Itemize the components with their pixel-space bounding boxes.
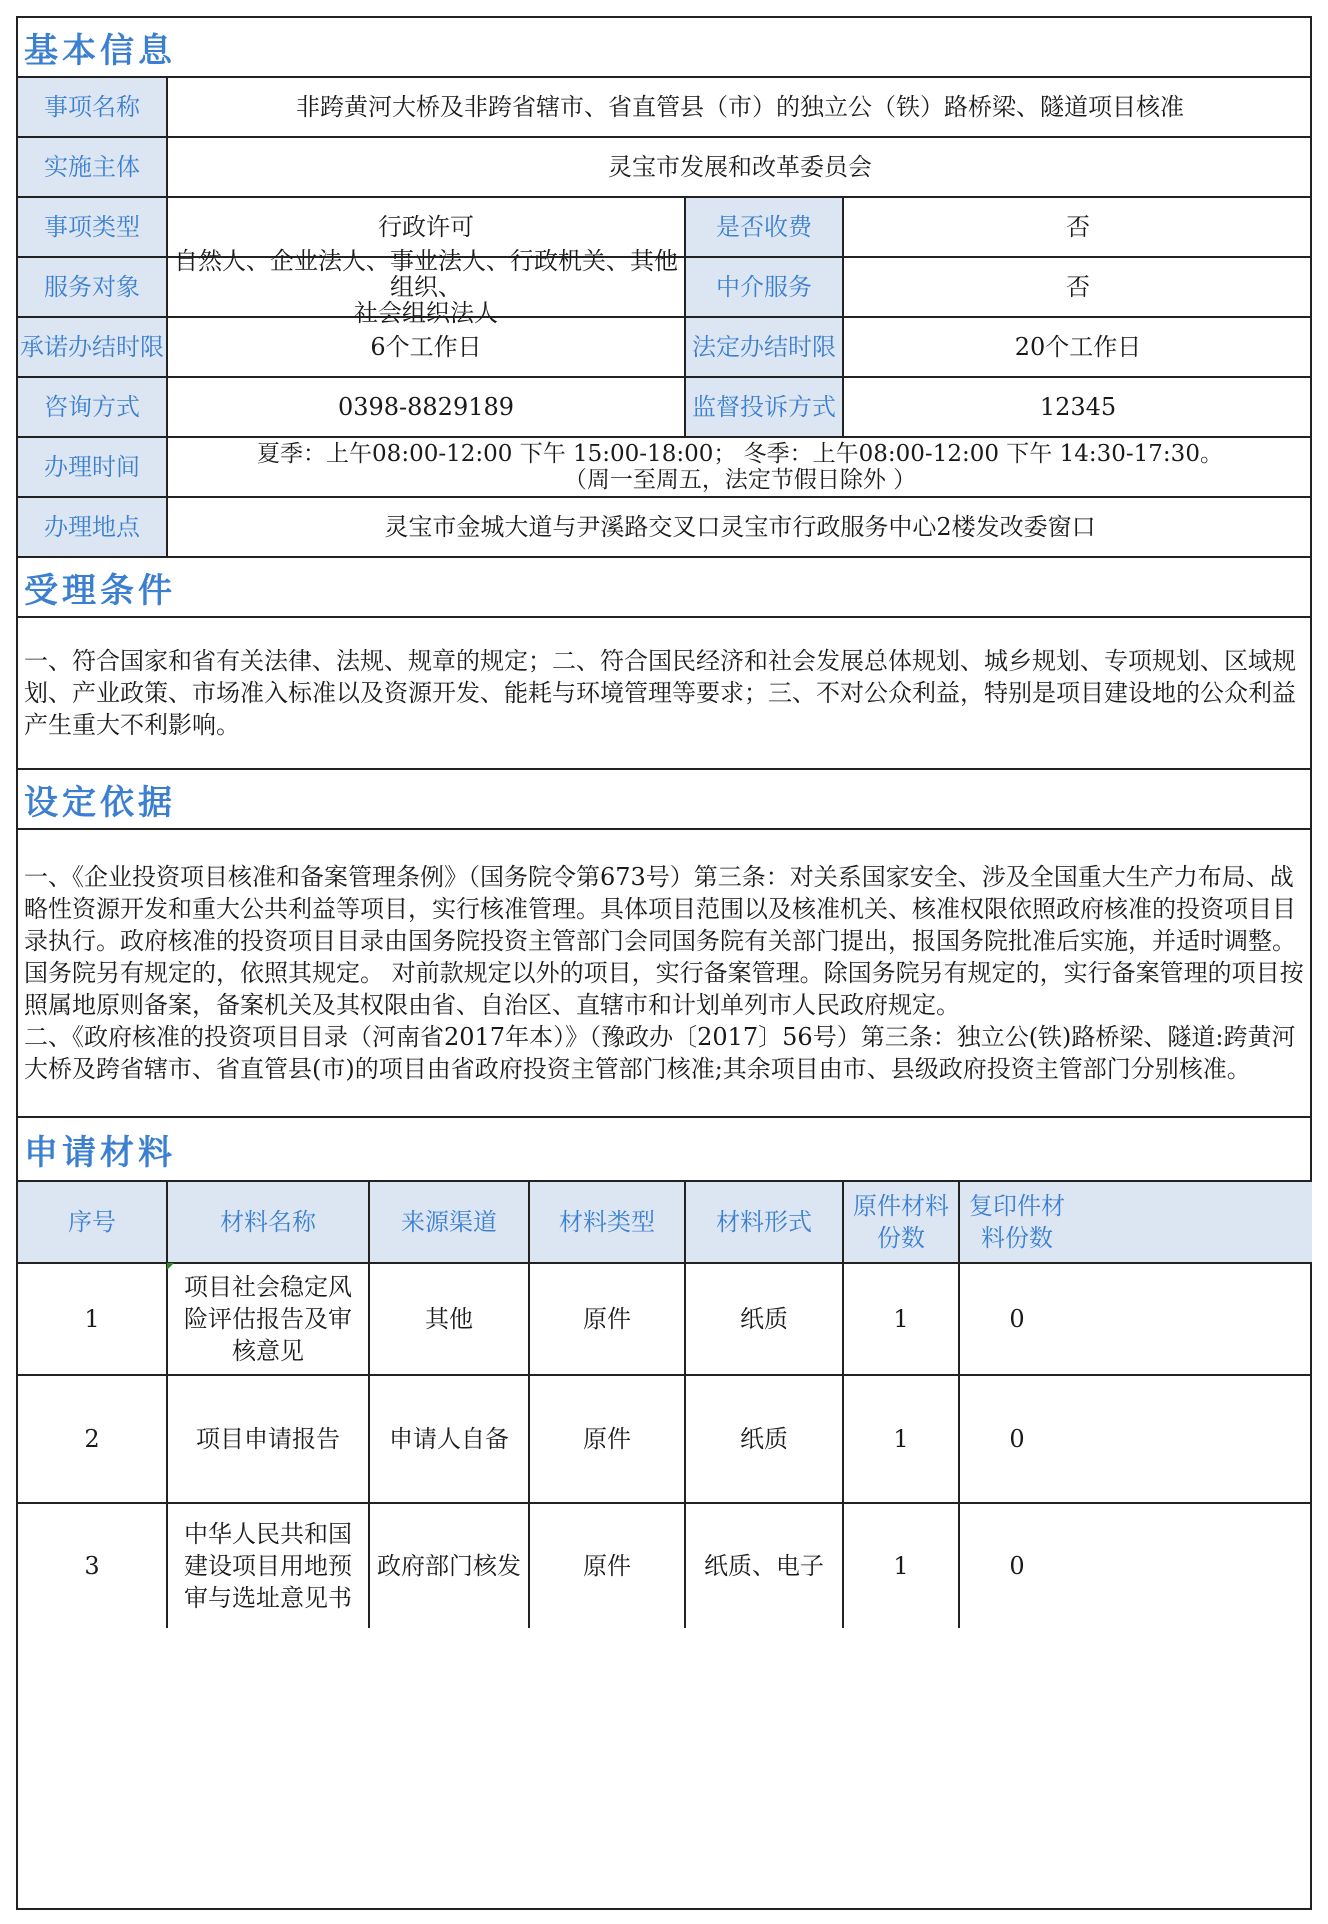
cell-form: 纸质、电子 bbox=[684, 1504, 842, 1628]
cell-name-text: 项目社会稳定风险评估报告及审核意见 bbox=[184, 1273, 352, 1365]
value-hours: 夏季：上午08:00-12:00 下午 15:00-18:00； 冬季：上午08:00-12:00 下午 14:30-17:30。 （周一至周五，法定节假日除外 ） bbox=[166, 438, 1312, 496]
cell-copy-count bbox=[958, 1504, 1312, 1628]
value-consult: 0398-8829189 bbox=[166, 378, 684, 436]
header-no: 序号 bbox=[18, 1182, 166, 1262]
cell-form: 纸质 bbox=[684, 1264, 842, 1374]
label-place: 办理地点 bbox=[18, 498, 166, 556]
cell-original-count: 1 bbox=[842, 1504, 958, 1628]
row-item-name bbox=[18, 78, 1310, 138]
label-item-name: 事项名称 bbox=[18, 78, 166, 136]
row-place bbox=[18, 498, 1310, 558]
header-form: 材料形式 bbox=[684, 1182, 842, 1262]
label-hours: 办理时间 bbox=[18, 438, 166, 496]
table-row bbox=[18, 1264, 1310, 1376]
label-target: 服务对象 bbox=[18, 258, 166, 316]
row-consult bbox=[18, 378, 1310, 438]
cell-form: 纸质 bbox=[684, 1376, 842, 1502]
cell-copy-count bbox=[958, 1376, 1312, 1502]
cell-copy-count-text: 0 bbox=[1009, 1305, 1025, 1333]
section-title-basic: 基本信息 bbox=[18, 18, 1310, 78]
header-original-count: 原件材料份数 bbox=[842, 1182, 958, 1262]
materials-header-row bbox=[18, 1182, 1310, 1264]
cell-source: 政府部门核发 bbox=[368, 1504, 528, 1628]
document-frame bbox=[16, 16, 1312, 1910]
cell-copy-count bbox=[958, 1264, 1312, 1374]
value-fee: 否 bbox=[842, 198, 1312, 256]
conditions-paragraph: 一、符合国家和省有关法律、法规、规章的规定；二、符合国民经济和社会发展总体规划、城乡规划、专项规划、区域规划、产业政策、市场准入标准以及资源开发、能耗与环境管理等要求；三、不对公众利益，特别是项目建设地的公众利益产生重大不利影响。 bbox=[24, 647, 1296, 739]
conditions-text bbox=[18, 618, 1310, 770]
value-place: 灵宝市金城大道与尹溪路交叉口灵宝市行政服务中心2楼发改委窗口 bbox=[166, 498, 1312, 556]
label-fee: 是否收费 bbox=[684, 198, 842, 256]
cell-source: 其他 bbox=[368, 1264, 528, 1374]
cell-type: 原件 bbox=[528, 1376, 684, 1502]
label-consult: 咨询方式 bbox=[18, 378, 166, 436]
value-target: 自然人、企业法人、事业法人、行政机关、其他组织、 社会组织法人 bbox=[166, 258, 684, 316]
cell-original-count: 1 bbox=[842, 1376, 958, 1502]
cell-type: 原件 bbox=[528, 1264, 684, 1374]
cell-comment-marker bbox=[167, 1263, 174, 1270]
label-complaint: 监督投诉方式 bbox=[684, 378, 842, 436]
basis-paragraph: 一、《企业投资项目核准和备案管理条例》（国务院令第673号）第三条：对关系国家安全、涉及全国重大生产力布局、战略性资源开发和重大公共利益等项目，实行核准管理。具体项目范围以及核准机关、核准权限依照政府核准的投资项目目录执行。政府核准的投资项目目录由国务院投资主管部门会同国务院有关部门提出，报国务院批准后实施，并适时调整。国务院另有规定的，依照其规定。 对前款规定以外的项目，实行备案管理。除国务院另有规定的，实行备案管理的项目按照属地原则备案，备案机关及其权限由省、自治区、直辖市和计划单列市人民政府规定。 二、《政府核准的投资项目目录（河南省2017年本）》（豫政办〔2017〕56号）第三条：独立公(铁)路桥梁、隧道:跨黄河大桥及跨省辖市、省直管县(市)的项目由省政府投资主管部门核准;其余项目由市、县级政府投资主管部门分别核准。 bbox=[24, 863, 1304, 1083]
value-subject: 灵宝市发展和改革委员会 bbox=[166, 138, 1312, 196]
value-complaint: 12345 bbox=[842, 378, 1312, 436]
cell-original-count: 1 bbox=[842, 1264, 958, 1374]
cell-no: 3 bbox=[84, 1552, 100, 1580]
basis-text bbox=[18, 830, 1310, 1118]
cell-copy-count-text: 0 bbox=[1009, 1552, 1025, 1580]
table-row bbox=[18, 1504, 1310, 1628]
row-target bbox=[18, 247, 1310, 327]
label-type: 事项类型 bbox=[18, 198, 166, 256]
row-time-limit bbox=[18, 318, 1310, 378]
label-subject: 实施主体 bbox=[18, 138, 166, 196]
cell-no: 1 bbox=[84, 1305, 100, 1333]
cell-name: 中华人民共和国建设项目用地预审与选址意见书 bbox=[166, 1504, 368, 1628]
cell-no: 2 bbox=[84, 1425, 100, 1453]
cell-type: 原件 bbox=[528, 1504, 684, 1628]
row-subject bbox=[18, 138, 1310, 198]
cell-name bbox=[166, 1264, 368, 1374]
cell-copy-count-text: 0 bbox=[1009, 1425, 1025, 1453]
header-source: 来源渠道 bbox=[368, 1182, 528, 1262]
value-intermediary: 否 bbox=[842, 258, 1312, 316]
label-promise-limit: 承诺办结时限 bbox=[18, 318, 166, 376]
value-type: 行政许可 bbox=[166, 198, 684, 256]
header-copy-count bbox=[958, 1182, 1312, 1262]
section-title-conditions: 受理条件 bbox=[18, 558, 1310, 618]
cell-source: 申请人自备 bbox=[368, 1376, 528, 1502]
header-copy-count-text: 复印件材料份数 bbox=[969, 1192, 1065, 1252]
value-legal-limit: 20个工作日 bbox=[842, 318, 1312, 376]
value-item-name: 非跨黄河大桥及非跨省辖市、省直管县（市）的独立公（铁）路桥梁、隧道项目核准 bbox=[166, 78, 1312, 136]
value-promise-limit: 6个工作日 bbox=[166, 318, 684, 376]
cell-name: 项目申请报告 bbox=[166, 1376, 368, 1502]
section-title-materials: 申请材料 bbox=[18, 1118, 1310, 1182]
label-intermediary: 中介服务 bbox=[684, 258, 842, 316]
header-type: 材料类型 bbox=[528, 1182, 684, 1262]
section-title-basis: 设定依据 bbox=[18, 770, 1310, 830]
label-legal-limit: 法定办结时限 bbox=[684, 318, 842, 376]
header-name: 材料名称 bbox=[166, 1182, 368, 1262]
row-hours bbox=[18, 438, 1310, 498]
table-row bbox=[18, 1376, 1310, 1504]
